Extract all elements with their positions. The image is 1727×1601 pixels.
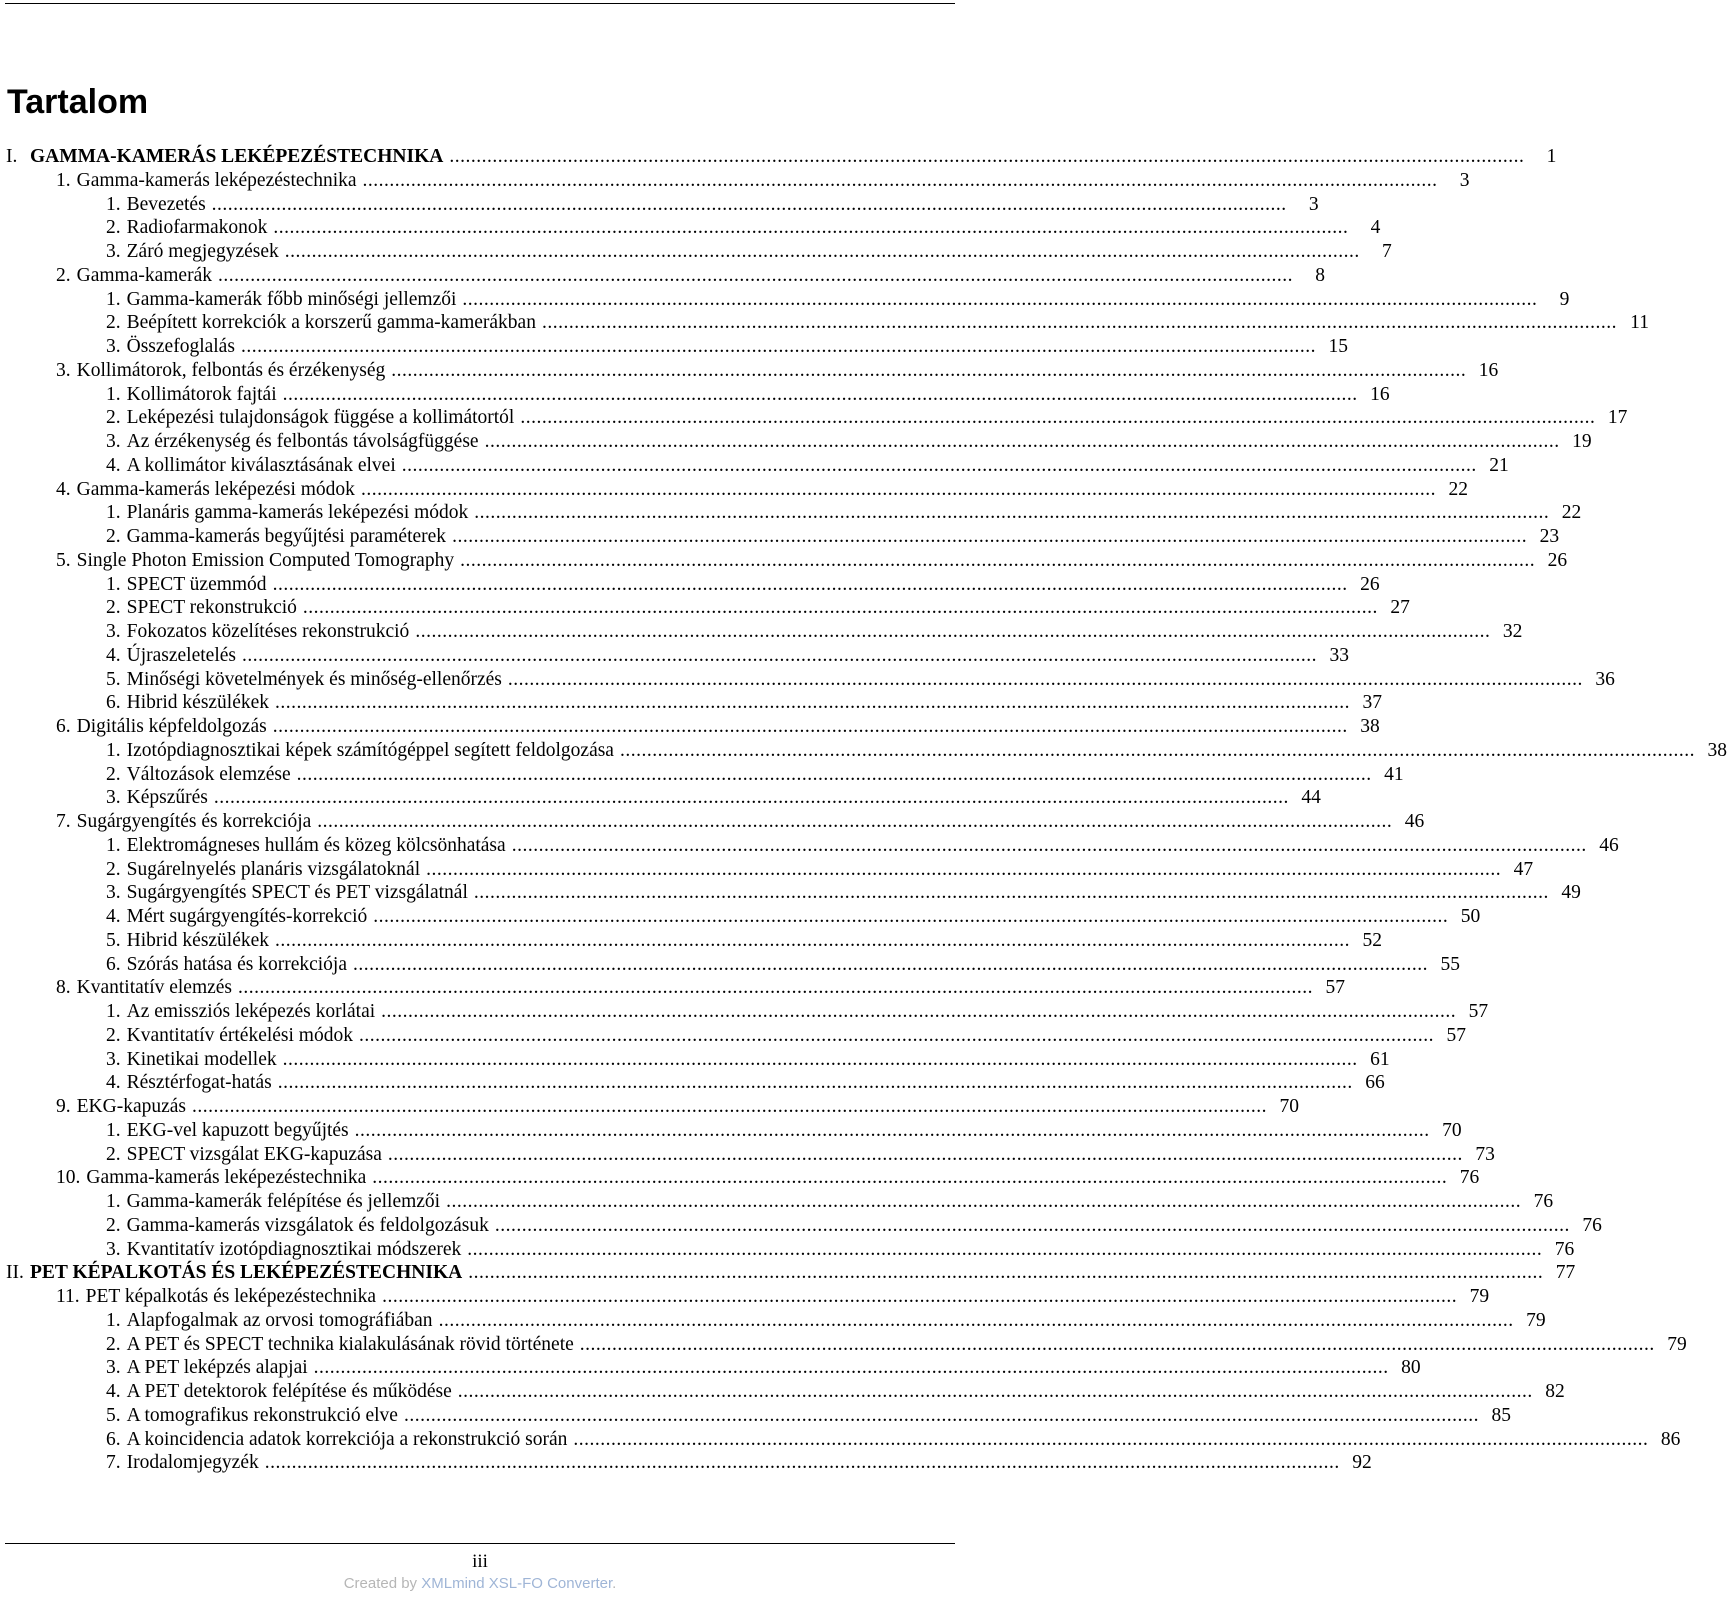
toc-entry-page: 57 bbox=[1325, 977, 1346, 999]
toc-entry-number: 1. bbox=[106, 1309, 121, 1331]
toc-entry-title: Újraszeletelés bbox=[126, 644, 236, 666]
toc-entry-title: Mért sugárgyengítés-korrekció bbox=[126, 906, 368, 927]
toc-entry-title: A tomografikus rekonstrukció elve bbox=[126, 1404, 398, 1426]
toc-entry-title: Hibrid készülékek bbox=[126, 929, 270, 951]
toc-entry[interactable] bbox=[106, 881, 1581, 905]
toc-entry[interactable] bbox=[106, 786, 1321, 810]
toc-entry-title: SPECT vizsgálat EKG-kapuzása bbox=[126, 1143, 382, 1165]
toc-entry-number: 5. bbox=[106, 1404, 121, 1426]
toc-entry-title: Gamma-kamerás leképezéstechnika bbox=[86, 1167, 367, 1189]
toc-entry[interactable] bbox=[106, 739, 1727, 763]
toc-dot-leader: ........................................................................................................................................................................................................ bbox=[494, 1214, 1570, 1236]
footer-rule bbox=[5, 1543, 955, 1544]
toc-entry-page: 80 bbox=[1401, 1357, 1421, 1379]
toc-entry-number: 4. bbox=[56, 478, 71, 500]
toc-entry-page: 27 bbox=[1390, 597, 1410, 619]
toc-entry[interactable] bbox=[106, 1024, 1466, 1048]
toc-entry-number: 1. bbox=[106, 502, 121, 524]
toc-entry-number: 8. bbox=[56, 977, 71, 999]
toc-dot-leader: ........................................................................................................................................................................................................ bbox=[579, 1333, 1655, 1355]
toc-dot-leader: ........................................................................................................................................................................................................ bbox=[449, 146, 1525, 167]
toc-entry-page: 36 bbox=[1595, 668, 1615, 690]
toc-entry-page: 86 bbox=[1660, 1428, 1681, 1450]
toc-entry-title: Izotópdiagnosztikai képek számítógéppel segített feldolgozása bbox=[126, 739, 614, 761]
top-rule bbox=[5, 3, 955, 4]
toc-dot-leader: ........................................................................................................................................................................................................ bbox=[353, 953, 1428, 975]
toc-entry-title: Gamma-kamerás vizsgálatok és feldolgozásuk bbox=[126, 1214, 489, 1236]
toc-entry-title: EKG-vel kapuzott begyűjtés bbox=[126, 1119, 349, 1141]
toc-entry-number: 3. bbox=[106, 431, 121, 452]
toc-entry[interactable] bbox=[106, 1356, 1421, 1380]
toc-entry-number: 1. bbox=[106, 1191, 121, 1212]
toc-entry[interactable] bbox=[106, 288, 1570, 312]
toc-dot-leader: ........................................................................................................................................................................................................ bbox=[387, 1143, 1463, 1165]
toc-entry[interactable] bbox=[56, 478, 1468, 502]
toc-entry-title: Képszűrés bbox=[126, 787, 208, 809]
toc-entry-number: 4. bbox=[106, 906, 121, 927]
toc-entry-page: 55 bbox=[1440, 953, 1460, 975]
toc-dot-leader: ........................................................................................................................................................................................................ bbox=[382, 1286, 1458, 1307]
toc-entry-title: A PET és SPECT technika kialakulásának rövid története bbox=[126, 1333, 574, 1355]
toc-entry-title: Minőségi követelmények és minőség-ellenőrzés bbox=[126, 668, 502, 690]
toc-entry-number: 1. bbox=[106, 193, 121, 215]
toc-entry-number: 6. bbox=[106, 953, 121, 975]
toc-entry-title: EKG-kapuzás bbox=[76, 1096, 186, 1117]
toc-entry-title: Single Photon Emission Computed Tomography bbox=[76, 549, 455, 571]
toc-dot-leader: ........................................................................................................................................................................................................ bbox=[296, 763, 1372, 785]
toc-entry[interactable] bbox=[106, 525, 1560, 549]
toc-dot-leader: ........................................................................................................................................................................................................ bbox=[213, 787, 1289, 809]
toc-entry-number: 4. bbox=[106, 1381, 121, 1402]
toc-entry-page: 57 bbox=[1468, 1001, 1489, 1022]
toc-entry-number: 6. bbox=[106, 692, 121, 714]
toc-dot-leader: ........................................................................................................................................................................................................ bbox=[520, 407, 1596, 429]
toc-entry-number: 11. bbox=[56, 1286, 80, 1307]
toc-entry-page: 76 bbox=[1533, 1191, 1554, 1212]
toc-entry[interactable] bbox=[106, 1119, 1462, 1143]
toc-entry-page: 17 bbox=[1607, 407, 1628, 429]
toc-entry-number: 4. bbox=[106, 1072, 121, 1094]
toc-entry-number: 5. bbox=[56, 549, 71, 571]
toc-entry-page: 22 bbox=[1561, 502, 1582, 524]
toc-entry-title: Beépített korrekciók a korszerű gamma-kamerákban bbox=[126, 312, 536, 334]
toc-entry-title: Sugárelnyelés planáris vizsgálatoknál bbox=[126, 858, 421, 880]
toc-entry[interactable] bbox=[106, 1404, 1511, 1428]
toc-entry-page: 50 bbox=[1460, 906, 1481, 927]
toc-entry[interactable] bbox=[106, 1048, 1390, 1072]
toc-entry[interactable] bbox=[106, 1428, 1681, 1452]
toc-entry-number: 2. bbox=[106, 526, 121, 547]
toc-entry[interactable] bbox=[106, 620, 1523, 644]
toc-entry-number: 9. bbox=[56, 1096, 71, 1117]
toc-entry-number: 2. bbox=[56, 264, 71, 286]
toc-entry-title: Gamma-kamerás begyűjtési paraméterek bbox=[126, 526, 447, 547]
toc-entry[interactable] bbox=[56, 169, 1470, 193]
toc-entry-number: 5. bbox=[106, 929, 121, 951]
toc-entry-page: 23 bbox=[1539, 526, 1560, 547]
toc-dot-leader: ........................................................................................................................................................................................................ bbox=[313, 1357, 1389, 1379]
toc-dot-leader: ........................................................................................................................................................................................................ bbox=[391, 359, 1467, 381]
toc-entry-page: 4 bbox=[1370, 217, 1381, 239]
toc-entry-page: 33 bbox=[1329, 644, 1349, 666]
toc-entry-number: 7. bbox=[56, 811, 71, 832]
toc-dot-leader: ........................................................................................................................................................................................................ bbox=[511, 834, 1587, 856]
toc-dot-leader: ........................................................................................................................................................................................................ bbox=[211, 193, 1287, 215]
toc-entry-number: 3. bbox=[106, 787, 121, 809]
toc-entry-page: 41 bbox=[1384, 763, 1404, 785]
toc-entry-title: A PET leképzés alapjai bbox=[126, 1357, 308, 1379]
toc-entry-page: 38 bbox=[1360, 716, 1380, 737]
toc-entry-page: 21 bbox=[1489, 454, 1509, 476]
toc-entry-page: 61 bbox=[1370, 1048, 1390, 1070]
toc-entry-page: 1 bbox=[1546, 146, 1557, 167]
toc-dot-leader: ........................................................................................................................................................................................................ bbox=[426, 858, 1502, 880]
toc-dot-leader: ........................................................................................................................................................................................................ bbox=[317, 811, 1393, 832]
toc-entry[interactable] bbox=[106, 953, 1460, 977]
toc-entry-page: 38 bbox=[1707, 739, 1727, 761]
toc-entry[interactable] bbox=[106, 1309, 1546, 1333]
toc-entry-title: Radiofarmakonok bbox=[126, 217, 268, 239]
toc-entry-page: 85 bbox=[1491, 1404, 1511, 1426]
toc-entry-page: 11 bbox=[1630, 312, 1649, 334]
toc-entry-title: Sugárgyengítés és korrekciója bbox=[76, 811, 312, 832]
toc-entry-number: 3. bbox=[106, 336, 121, 357]
toc-entry[interactable] bbox=[106, 596, 1410, 620]
toc-entry[interactable] bbox=[106, 454, 1509, 478]
toc-entry-page: 92 bbox=[1352, 1452, 1372, 1474]
toc-dot-leader: ........................................................................................................................................................................................................ bbox=[467, 1238, 1543, 1260]
toc-entry-page: 22 bbox=[1448, 478, 1468, 500]
toc-entry-page: 76 bbox=[1554, 1238, 1575, 1260]
toc-entry-page: 46 bbox=[1404, 811, 1425, 832]
toc-entry-page: 26 bbox=[1547, 549, 1568, 571]
toc-entry-page: 26 bbox=[1360, 573, 1380, 595]
toc-entry[interactable] bbox=[106, 1000, 1489, 1024]
toc-dot-leader: ........................................................................................................................................................................................................ bbox=[460, 549, 1536, 571]
toc-entry-title: Szórás hatása és korrekciója bbox=[126, 953, 347, 975]
toc-entry-title: Digitális képfeldolgozás bbox=[76, 716, 267, 737]
toc-dot-leader: ........................................................................................................................................................................................................ bbox=[438, 1309, 1514, 1331]
toc-entry[interactable] bbox=[106, 905, 1481, 929]
toc-dot-leader: ........................................................................................................................................................................................................ bbox=[354, 1119, 1430, 1141]
toc-entry-number: 1. bbox=[106, 288, 121, 310]
toc-entry-page: 49 bbox=[1561, 882, 1581, 904]
toc-entry-title: PET KÉPALKOTÁS ÉS LEKÉPEZÉSTECHNIKA bbox=[30, 1262, 463, 1284]
toc-dot-leader: ........................................................................................................................................................................................................ bbox=[403, 1404, 1479, 1426]
toc-entry[interactable] bbox=[106, 430, 1592, 454]
toc-entry-title: Kinetikai modellek bbox=[126, 1048, 277, 1070]
toc-entry[interactable] bbox=[106, 668, 1615, 692]
toc-entry-page: 57 bbox=[1446, 1024, 1466, 1046]
toc-entry-number: 3. bbox=[106, 1238, 121, 1260]
toc-entry-page: 9 bbox=[1559, 288, 1570, 310]
toc-entry[interactable] bbox=[106, 406, 1628, 430]
toc-entry[interactable] bbox=[56, 1166, 1480, 1190]
toc-entry[interactable] bbox=[56, 715, 1380, 739]
toc-dot-leader: ........................................................................................................................................................................................................ bbox=[381, 1001, 1457, 1022]
toc-entry-title: A koincidencia adatok korrekciója a rekonstrukció során bbox=[126, 1428, 568, 1450]
toc-entry[interactable] bbox=[106, 573, 1380, 597]
toc-entry-title: Fokozatos közelítéses rekonstrukció bbox=[126, 621, 410, 642]
toc-dot-leader: ........................................................................................................................................................................................................ bbox=[264, 1452, 1340, 1474]
toc-dot-leader: ........................................................................................................................................................................................................ bbox=[241, 644, 1317, 666]
toc-entry-number: I. bbox=[6, 146, 18, 167]
toc-entry[interactable] bbox=[106, 193, 1319, 217]
toc-entry-number: 2. bbox=[106, 858, 121, 880]
toc-entry-number: 1. bbox=[106, 834, 121, 856]
toc-dot-leader: ........................................................................................................................................................................................................ bbox=[573, 1428, 1649, 1450]
toc-entry-title: Az érzékenység és felbontás távolságfüggése bbox=[126, 431, 479, 452]
toc-entry-title: Gamma-kamerás leképezéstechnika bbox=[76, 169, 357, 191]
toc-entry-page: 52 bbox=[1362, 929, 1383, 951]
toc-entry-page: 16 bbox=[1478, 359, 1499, 381]
toc-dot-leader: ........................................................................................................................................................................................................ bbox=[277, 1072, 1353, 1094]
toc-entry-title: SPECT üzemmód bbox=[126, 573, 267, 595]
toc-entry-number: 3. bbox=[106, 241, 121, 262]
toc-entry-page: 77 bbox=[1555, 1262, 1576, 1284]
toc-dot-leader: ........................................................................................................................................................................................................ bbox=[282, 1048, 1358, 1070]
toc-entry-page: 32 bbox=[1502, 621, 1523, 642]
toc-entry-number: 2. bbox=[106, 763, 121, 785]
toc-dot-leader: ........................................................................................................................................................................................................ bbox=[415, 621, 1491, 642]
toc-entry-title: Bevezetés bbox=[126, 193, 206, 215]
toc-entry-page: 73 bbox=[1475, 1143, 1495, 1165]
toc-entry-number: 1. bbox=[106, 1001, 121, 1022]
toc-dot-leader: ........................................................................................................................................................................................................ bbox=[507, 668, 1583, 690]
toc-entry-title: Irodalomjegyzék bbox=[126, 1452, 259, 1474]
toc-entry-number: 4. bbox=[106, 454, 121, 476]
credit-prefix: Created by bbox=[343, 1575, 418, 1592]
page-title: Tartalom bbox=[7, 83, 149, 121]
toc-entry-title: Változások elemzése bbox=[126, 763, 291, 785]
toc-entry[interactable] bbox=[56, 1285, 1490, 1309]
toc-dot-leader: ........................................................................................................................................................................................................ bbox=[192, 1096, 1267, 1117]
toc-entry[interactable] bbox=[6, 1261, 1576, 1285]
toc-entry-title: Leképezési tulajdonságok függése a kollimátortól bbox=[126, 407, 515, 429]
toc-entry-title: Kvantitatív elemzés bbox=[76, 977, 233, 999]
toc-entry-number: 2. bbox=[106, 597, 121, 619]
toc-entry-number: 2. bbox=[106, 1333, 121, 1355]
toc-entry[interactable] bbox=[106, 240, 1392, 264]
toc-entry-title: Alapfogalmak az orvosi tomográfiában bbox=[126, 1309, 433, 1331]
toc-entry-title: Kollimátorok, felbontás és érzékenység bbox=[76, 359, 386, 381]
toc-entry-page: 37 bbox=[1362, 692, 1383, 714]
toc-dot-leader: ........................................................................................................................................................................................................ bbox=[457, 1381, 1533, 1402]
toc-entry-number: 6. bbox=[106, 1428, 121, 1450]
toc-dot-leader: ........................................................................................................................................................................................................ bbox=[446, 1191, 1522, 1212]
toc-entry-title: Elektromágneses hullám és közeg kölcsönhatása bbox=[126, 834, 506, 856]
toc-entry-title: A kollimátor kiválasztásának elvei bbox=[126, 454, 396, 476]
converter-credit bbox=[0, 1575, 960, 1592]
toc-dot-leader: ........................................................................................................................................................................................................ bbox=[217, 264, 1293, 286]
toc-entry-page: 16 bbox=[1370, 383, 1390, 405]
toc-entry-number: 1. bbox=[106, 739, 121, 761]
toc-entry[interactable] bbox=[106, 335, 1348, 359]
toc-entry-title: A PET detektorok felépítése és működése bbox=[126, 1381, 452, 1402]
toc-entry-page: 79 bbox=[1526, 1309, 1546, 1331]
toc-entry-page: 15 bbox=[1328, 336, 1348, 357]
toc-entry-page: 7 bbox=[1382, 241, 1392, 262]
toc-entry-page: 19 bbox=[1572, 431, 1592, 452]
toc-entry-number: 3. bbox=[106, 1048, 121, 1070]
toc-entry[interactable] bbox=[106, 858, 1534, 882]
toc-entry-number: 5. bbox=[106, 668, 121, 690]
toc-entry-number: 4. bbox=[106, 644, 121, 666]
toc-dot-leader: ........................................................................................................................................................................................................ bbox=[462, 288, 1538, 310]
toc-entry-number: 3. bbox=[106, 1357, 121, 1379]
toc-entry-number: 1. bbox=[106, 1119, 121, 1141]
toc-dot-leader: ........................................................................................................................................................................................................ bbox=[541, 312, 1617, 334]
toc-entry[interactable] bbox=[106, 383, 1390, 407]
toc-entry[interactable] bbox=[6, 145, 1557, 169]
toc-entry-title: Hibrid készülékek bbox=[126, 692, 270, 714]
toc-entry-title: PET képalkotás és leképezéstechnika bbox=[85, 1286, 377, 1307]
toc-entry[interactable] bbox=[106, 834, 1619, 858]
toc-dot-leader: ........................................................................................................................................................................................................ bbox=[275, 929, 1351, 951]
toc-entry[interactable] bbox=[106, 763, 1404, 787]
credit-suffix: . bbox=[612, 1575, 617, 1592]
toc-entry[interactable] bbox=[56, 549, 1568, 573]
toc-entry[interactable] bbox=[106, 1190, 1554, 1214]
toc-entry-title: Kvantitatív értékelési módok bbox=[126, 1024, 353, 1046]
toc-entry[interactable] bbox=[56, 264, 1325, 288]
toc-dot-leader: ........................................................................................................................................................................................................ bbox=[240, 336, 1316, 357]
toc-entry-number: 2. bbox=[106, 1143, 121, 1165]
toc-entry-page: 76 bbox=[1459, 1167, 1480, 1189]
toc-entry-number: 2. bbox=[106, 217, 121, 239]
toc-entry-page: 46 bbox=[1599, 834, 1619, 856]
toc-entry-page: 76 bbox=[1582, 1214, 1602, 1236]
toc-dot-leader: ........................................................................................................................................................................................................ bbox=[284, 241, 1360, 262]
toc-entry[interactable] bbox=[106, 1214, 1602, 1238]
toc-entry-number: 3. bbox=[56, 359, 71, 381]
toc-entry-number: 1. bbox=[56, 169, 71, 191]
toc-dot-leader: ........................................................................................................................................................................................................ bbox=[619, 739, 1695, 761]
toc-entry-number: 2. bbox=[106, 407, 121, 429]
toc-dot-leader: ........................................................................................................................................................................................................ bbox=[275, 692, 1351, 714]
toc-entry-page: 47 bbox=[1513, 858, 1534, 880]
toc-dot-leader: ........................................................................................................................................................................................................ bbox=[273, 217, 1349, 239]
toc-dot-leader: ........................................................................................................................................................................................................ bbox=[362, 169, 1438, 191]
toc-entry-number: 3. bbox=[106, 621, 121, 642]
toc-dot-leader: ........................................................................................................................................................................................................ bbox=[282, 383, 1358, 405]
toc-dot-leader: ........................................................................................................................................................................................................ bbox=[238, 977, 1314, 999]
toc-entry[interactable] bbox=[106, 691, 1383, 715]
toc-entry-page: 44 bbox=[1301, 787, 1321, 809]
toc-entry-title: Sugárgyengítés SPECT és PET vizsgálatnál bbox=[126, 882, 468, 904]
toc-dot-leader: ........................................................................................................................................................................................................ bbox=[474, 502, 1550, 524]
toc-entry-title: Kollimátorok fajtái bbox=[126, 383, 277, 405]
toc-entry[interactable] bbox=[106, 929, 1383, 953]
toc-entry-title: SPECT rekonstrukció bbox=[126, 597, 297, 619]
toc-dot-leader: ........................................................................................................................................................................................................ bbox=[272, 716, 1348, 737]
toc-entry-page: 79 bbox=[1667, 1333, 1687, 1355]
toc-dot-leader: ........................................................................................................................................................................................................ bbox=[473, 882, 1549, 904]
toc-entry[interactable] bbox=[106, 501, 1582, 525]
toc-dot-leader: ........................................................................................................................................................................................................ bbox=[358, 1024, 1434, 1046]
toc-entry-number: 6. bbox=[56, 716, 71, 737]
toc-entry-title: Az emissziós leképezés korlátai bbox=[126, 1001, 376, 1022]
toc-entry-title: Gamma-kamerák főbb minőségi jellemzői bbox=[126, 288, 457, 310]
toc-entry-page: 82 bbox=[1545, 1381, 1565, 1402]
toc-entry[interactable] bbox=[56, 359, 1499, 383]
toc-dot-leader: ........................................................................................................................................................................................................ bbox=[372, 1167, 1448, 1189]
credit-brand-link[interactable]: XMLmind XSL-FO Converter bbox=[421, 1575, 613, 1592]
toc-entry-number: 10. bbox=[56, 1167, 81, 1189]
toc-entry[interactable] bbox=[56, 976, 1346, 1000]
toc-dot-leader: ........................................................................................................................................................................................................ bbox=[360, 478, 1436, 500]
toc-dot-leader: ........................................................................................................................................................................................................ bbox=[484, 431, 1560, 452]
toc-entry[interactable] bbox=[106, 1380, 1565, 1404]
toc-entry-number: 7. bbox=[106, 1452, 121, 1474]
toc-entry-number: 1. bbox=[106, 573, 121, 595]
toc-entry-title: Záró megjegyzések bbox=[126, 241, 279, 262]
toc-entry-page: 3 bbox=[1308, 193, 1319, 215]
toc-entry[interactable] bbox=[106, 1071, 1385, 1095]
toc-entry-page: 66 bbox=[1365, 1072, 1385, 1094]
toc-dot-leader: ........................................................................................................................................................................................................ bbox=[272, 573, 1348, 595]
toc-entry-title: Kvantitatív izotópdiagnosztikai módszerek bbox=[126, 1238, 462, 1260]
toc-entry-title: Összefoglalás bbox=[126, 336, 235, 357]
footer-page-number: iii bbox=[472, 1551, 488, 1572]
toc-entry-title: Planáris gamma-kamerás leképezési módok bbox=[126, 502, 469, 524]
toc-entry-page: 79 bbox=[1469, 1286, 1490, 1307]
toc-entry-number: 1. bbox=[106, 383, 121, 405]
toc-entry-number: 2. bbox=[106, 312, 121, 334]
toc-entry-page: 3 bbox=[1459, 169, 1470, 191]
toc-entry-page: 70 bbox=[1279, 1096, 1299, 1117]
toc-entry-title: Gamma-kamerás leképezési módok bbox=[76, 478, 355, 500]
toc-entry-title: GAMMA-KAMERÁS LEKÉPEZÉSTECHNIKA bbox=[30, 146, 444, 167]
toc-dot-leader: ........................................................................................................................................................................................................ bbox=[452, 526, 1528, 547]
toc-entry[interactable] bbox=[106, 216, 1381, 240]
toc-entry[interactable] bbox=[106, 311, 1649, 335]
toc-entry[interactable] bbox=[106, 1451, 1372, 1475]
toc-entry-number: 2. bbox=[106, 1214, 121, 1236]
toc-dot-leader: ........................................................................................................................................................................................................ bbox=[373, 906, 1449, 927]
toc-entry[interactable] bbox=[106, 644, 1349, 668]
toc-entry[interactable] bbox=[56, 1095, 1299, 1119]
toc-entry-title: Gamma-kamerák felépítése és jellemzői bbox=[126, 1191, 441, 1212]
toc-dot-leader: ........................................................................................................................................................................................................ bbox=[401, 454, 1477, 476]
toc-entry[interactable] bbox=[106, 1333, 1687, 1357]
toc-entry-page: 70 bbox=[1442, 1119, 1462, 1141]
toc-entry-title: Résztérfogat-hatás bbox=[126, 1072, 272, 1094]
toc-dot-leader: ........................................................................................................................................................................................................ bbox=[302, 597, 1378, 619]
toc-entry-page: 8 bbox=[1315, 264, 1325, 286]
toc-entry[interactable] bbox=[106, 1238, 1575, 1262]
toc-entry-title: Gamma-kamerák bbox=[76, 264, 212, 286]
toc-entry-number: 2. bbox=[106, 1024, 121, 1046]
toc-entry-number: II. bbox=[6, 1262, 24, 1284]
toc-entry[interactable] bbox=[106, 1143, 1495, 1167]
toc-dot-leader: ........................................................................................................................................................................................................ bbox=[468, 1262, 1544, 1284]
toc-entry-number: 3. bbox=[106, 882, 121, 904]
toc-entry[interactable] bbox=[56, 810, 1425, 834]
